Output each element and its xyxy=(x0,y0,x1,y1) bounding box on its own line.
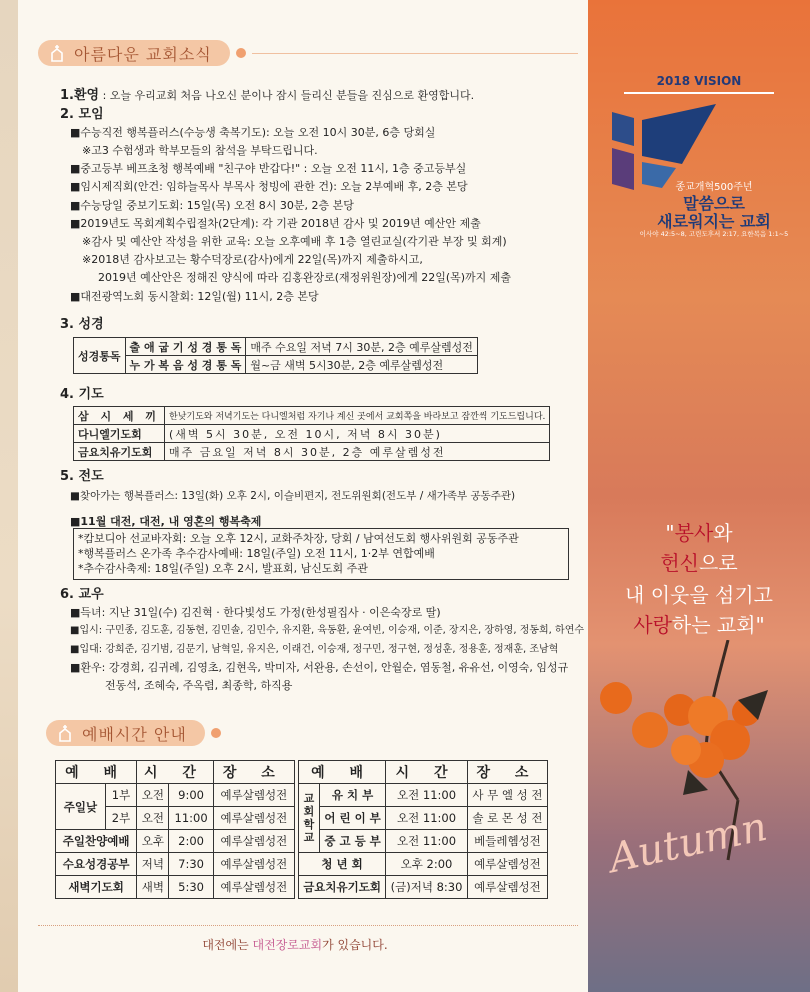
s2-l1: ■수능직전 행복플러스(수능생 축복기도): 오늘 오전 10시 30분, 6층 당회실 xyxy=(70,126,436,139)
bulletin-page xyxy=(18,0,588,992)
worship-table-right: 예 배 시 간 장 소 교회학교 유 치 부 오전 11:00 사 무 엘 성 전 어 린 이 부 오전 11:00 솔 로 몬 성 전 중 고 등 부 오전 11:00 베들레헴성전 청 년 회 오후 2:00 예루살렘성전 금요치유기도회 (금)저녁 8:30 예루살렘성전 xyxy=(298,760,548,899)
prayer-table: 삼 시 세 끼 한낮기도와 저녁기도는 다니엘처럼 자기나 계신 곳에서 교회쪽을 바라보고 잠깐씩 기도드립니다. 다니엘기도회 (새벽 5시 30분, 오전 10시, 저녁 8시 30분) 금요치유기도회 매주 금요일 저녁 8시 30분, 2층 예루살렘성전 xyxy=(73,406,550,461)
s2-l4: ■임시제직회(안건: 임하늘목사 부목사 청빙에 관한 건): 오늘 2부예배 후, 2층 본당 xyxy=(70,180,468,193)
s5-title: 5. 전도 xyxy=(60,469,104,484)
s2-l3: ■중고등부 베프초청 행복예배 "친구야 반갑다!" : 오늘 오전 11시, 1층 중고등부실 xyxy=(70,162,467,175)
bible-table: 성경통독 출 애 굽 기 성 경 통 독 매주 수요일 저녁 7시 30분, 2층 예루살렘성전 누 가 복 음 성 경 통 독 월~금 새벽 5시30분, 2층 예루살렘성전 xyxy=(73,337,478,374)
s2-l2: ※고3 수험생과 학부모들의 참석을 부탁드립니다. xyxy=(82,144,318,157)
worship-title: 예배시간 안내 xyxy=(82,724,187,744)
s6-l4: ■환우: 강경희, 김귀례, 김영초, 김현옥, 박미자, 서완용, 손선이, 안월순, 염동철, 유유선, 이영숙, 임성규 xyxy=(70,661,569,674)
vision-main2: 새로워지는 교회 xyxy=(657,212,771,231)
s2-l5: ■수능당일 중보기도회: 15일(목) 오전 8시 30분, 2층 본당 xyxy=(70,199,354,212)
s2-l6: ■2019년도 목회계획수립절차(2단계): 각 기관 2018년 감사 및 2019년 예산안 제출 xyxy=(70,217,481,230)
s2-l8: ※2018년 감사보고는 황수덕장로(감사)에게 22일(목)까지 제출하시고, xyxy=(82,253,423,266)
quote-line3: 내 이웃을 섬기고 xyxy=(625,583,773,607)
vision-panel xyxy=(588,0,810,992)
s2-title: 2. 모임 xyxy=(60,107,104,122)
footer-text: 대전에는 대전장로교회가 있습니다. xyxy=(202,938,388,952)
s5-l1: ■찾아가는 행복플러스: 13일(화) 오후 2시, 이슬비편지, 전도위원회(전도부 / 새가족부 공동주관) xyxy=(70,490,516,502)
church-icon xyxy=(56,724,74,742)
s6-l2: ■입시: 구민종, 김도훈, 김동현, 김민솔, 김민수, 유지환, 육동환, 윤여빈, 이승재, 이준, 장지은, 장하영, 정동희, 하연수 xyxy=(70,625,585,636)
s6-l5: 전동석, 조혜숙, 주옥렴, 최종학, 하직용 xyxy=(105,679,293,692)
bible-label: 성경통독 xyxy=(74,338,126,374)
sunday-label: 주일낮 xyxy=(56,784,106,830)
vision-year: 2018 VISION xyxy=(656,74,742,88)
school-label: 교회학교 xyxy=(299,784,320,853)
vision-main1: 말씀으로 xyxy=(683,194,745,213)
news-title: 아름다운 교회소식 xyxy=(74,44,212,64)
autumn-text: Autumn xyxy=(604,803,772,883)
church-icon xyxy=(48,44,66,62)
s2-l9: 2019년 예산안은 정해진 양식에 따라 김홍완장로(재정위원장)에게 22일(목)까지 제출 xyxy=(98,271,512,284)
news-header xyxy=(38,40,578,66)
left-margin xyxy=(0,0,18,992)
worship-table-left: 예 배 시 간 장 소 주일낮 1부 오전 9:00 예루살렘성전 2부 오전 11:00 예루살렘성전 주일찬양예배 오후 2:00 예루살렘성전 수요성경공부 저녁 7:30 예루살렘성전 새벽기도회 새벽 5:30 예루살렘성전 xyxy=(55,760,295,899)
footer-divider xyxy=(38,925,578,926)
s1-line: 1.환영 : 오늘 우리교회 처음 나오신 분이나 잠시 들리신 분들을 진심으로 환영합니다. xyxy=(60,88,475,103)
festival-box: *캄보디아 선교바자회: 오늘 오후 12시, 교화주차장, 당회 / 남여선도회 행사위원회 공동주관 *행복플러스 온가족 추수감사예배: 18일(주일) 오전 11시, 1·2부 연합예배 *추수감사축제: 18일(주일) 오후 2시, 발표회, 남신도회 주관 xyxy=(73,528,569,580)
s5-l2: ■11월 대전, 대전, 내 영혼의 행복축제 xyxy=(70,515,262,528)
s6-l1: ■득녀: 지난 31일(수) 김진혁 · 한다빛성도 가정(한성필집사 · 이은숙장로 딸) xyxy=(70,606,441,619)
vision-verse: 이사야 42:5~8, 고린도후서 2:17, 요한복음 1:1~5 xyxy=(639,230,789,238)
s6-l3: ■입대: 강희준, 김기범, 김문기, 남혁일, 유지은, 이래건, 이승재, 정구민, 정구현, 정성훈, 정용훈, 정재훈, 조남혁 xyxy=(70,644,559,655)
s6-title: 6. 교우 xyxy=(60,587,104,602)
worship-header xyxy=(46,720,578,746)
s3-title: 3. 성경 xyxy=(60,317,104,332)
quote-line2: 헌신으로 xyxy=(660,551,738,575)
s2-l7: ※감사 및 예산안 작성을 위한 교육: 오늘 오후예배 후 1층 열린교실(각기관 부장 및 회계) xyxy=(82,235,507,248)
s4-title: 4. 기도 xyxy=(60,387,104,402)
vision-sub: 종교개혁500주년 xyxy=(675,182,753,193)
quote-line1: "봉사와 xyxy=(665,521,733,545)
s2-l10: ■대전광역노회 동시찰회: 12일(월) 11시, 2층 본당 xyxy=(70,290,319,303)
quote-line4: 사랑하는 교회" xyxy=(633,613,765,637)
